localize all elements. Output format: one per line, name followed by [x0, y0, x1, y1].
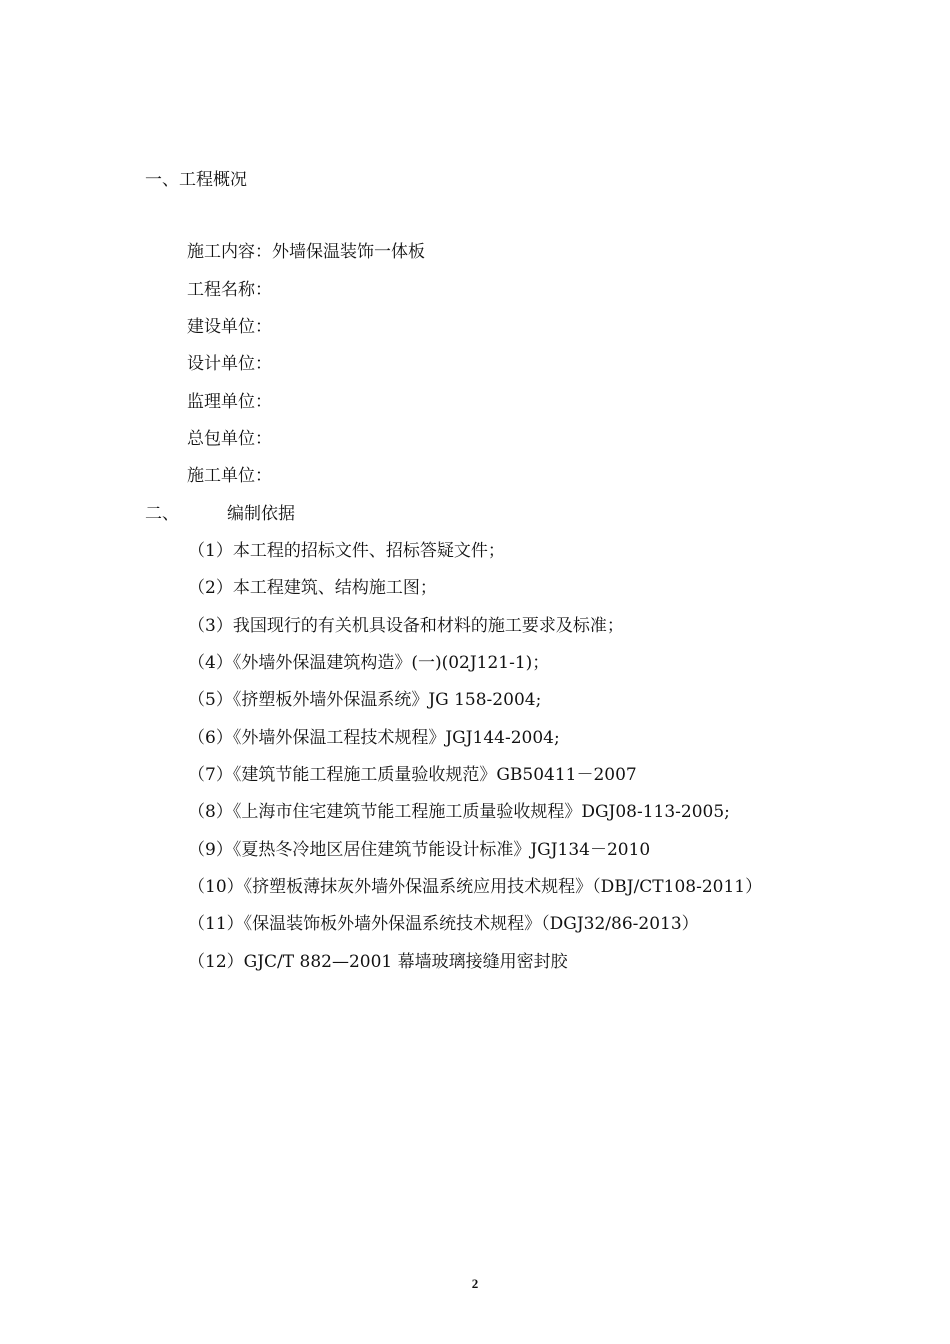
field-construction-unit: 施工单位：: [187, 466, 272, 486]
field-owner: 建设单位：: [187, 317, 272, 337]
reference-item: （9）《夏热冬冷地区居住建筑节能设计标准》JGJ134－2010: [188, 840, 651, 860]
page-number: 2: [471, 1276, 479, 1291]
reference-item: （7）《建筑节能工程施工质量验收规范》GB50411－2007: [188, 765, 637, 785]
section-2-title: 编制依据: [227, 504, 295, 524]
reference-item: （11）《保温装饰板外墙外保温系统技术规程》（DGJ32/86-2013）: [188, 914, 699, 934]
reference-item: （4）《外墙外保温建筑构造》(一)(02J121-1)；: [188, 653, 550, 673]
field-supervisor: 监理单位：: [187, 392, 272, 412]
section-1-heading: 一、工程概况: [145, 170, 247, 190]
reference-item: （12）GJC/T 882—2001 幕墙玻璃接缝用密封胶: [188, 952, 568, 972]
reference-item: （3）我国现行的有关机具设备和材料的施工要求及标准；: [188, 616, 624, 636]
reference-item: （10）《挤塑板薄抹灰外墙外保温系统应用技术规程》（DBJ/CT108-2011）: [188, 877, 763, 897]
field-designer: 设计单位：: [187, 354, 272, 374]
reference-item: （6）《外墙外保温工程技术规程》JGJ144-2004;: [188, 728, 560, 748]
field-project-name: 工程名称：: [187, 280, 272, 300]
reference-item: （2）本工程建筑、结构施工图；: [188, 578, 437, 598]
section-2-number: 二、: [145, 504, 179, 524]
reference-item: （1）本工程的招标文件、招标答疑文件；: [188, 541, 505, 561]
field-construction-content: 施工内容：外墙保温装饰一体板: [187, 242, 425, 262]
reference-item: （5）《挤塑板外墙外保温系统》JG 158-2004;: [188, 690, 542, 710]
reference-item: （8）《上海市住宅建筑节能工程施工质量验收规程》DGJ08-113-2005;: [188, 802, 730, 822]
section-2-heading: [145, 503, 295, 525]
field-general-contractor: 总包单位：: [187, 429, 272, 449]
